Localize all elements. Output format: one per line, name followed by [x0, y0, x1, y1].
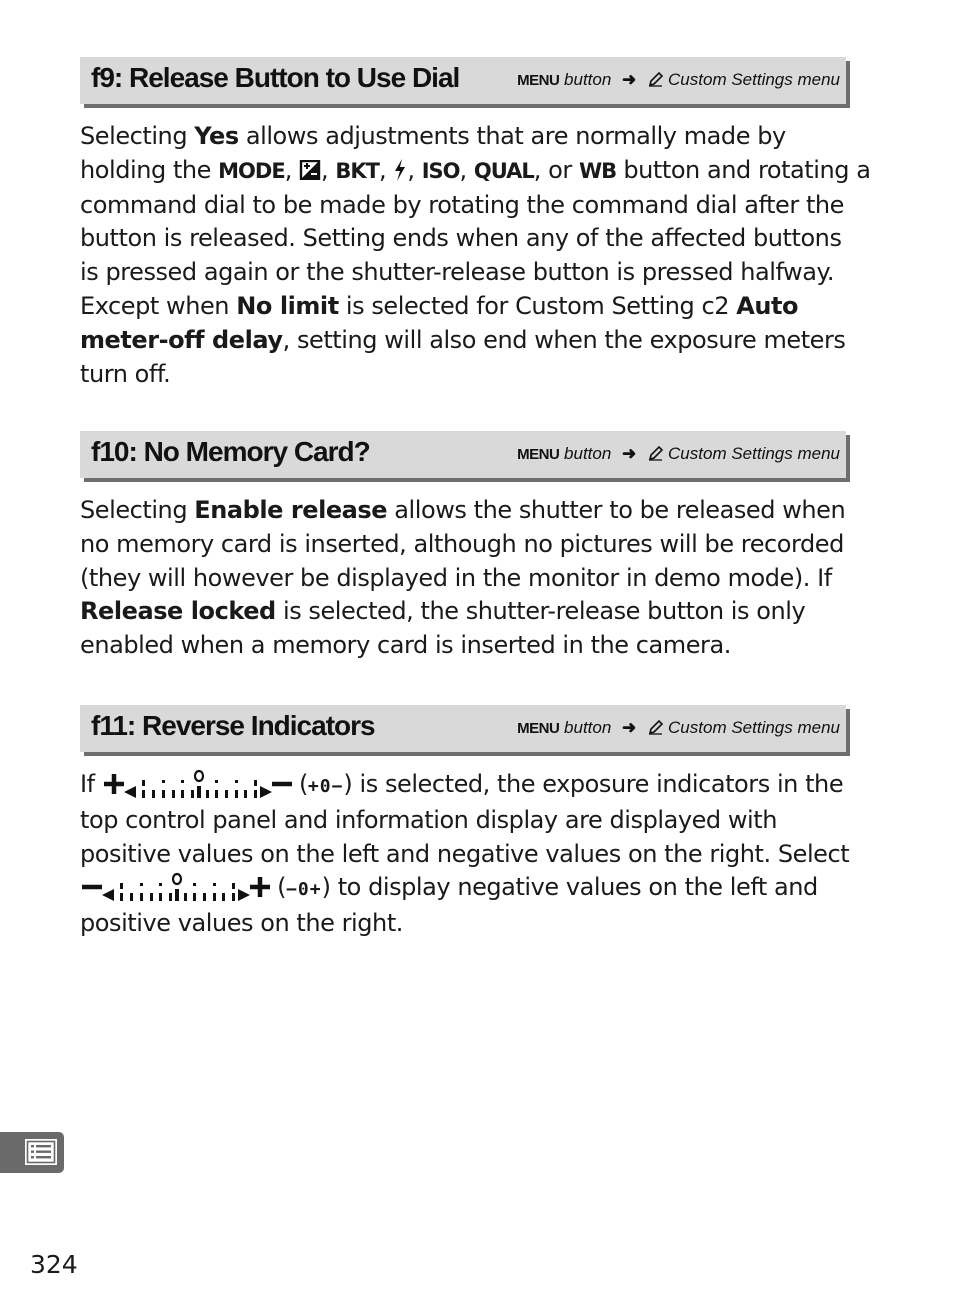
text-line: If (+0−) is selected, the exposure indicators in the [80, 770, 844, 798]
menu-list-icon [24, 1138, 58, 1166]
arrow-icon: ➜ [622, 444, 637, 463]
menu-key-label: MENU [517, 446, 560, 463]
section-title: f11: Reverse Indicators [91, 710, 375, 741]
minus-zero-plus-label: −0+ [286, 879, 322, 901]
pencil-icon [647, 444, 665, 462]
page-number: 324 [30, 1250, 78, 1279]
section-header-f11 [80, 705, 846, 752]
menu-key-label: MENU [517, 72, 560, 89]
text-line: turn off. [80, 359, 171, 388]
menu-destination: Custom Settings menu [668, 70, 840, 89]
text-line: positive values on the left and negative values on the right. Select [80, 839, 850, 868]
section-title: f9: Release Button to Use Dial [91, 62, 460, 93]
pencil-icon [647, 718, 665, 736]
menu-destination: Custom Settings menu [668, 718, 840, 737]
text-line: is pressed again or the shutter-release button is pressed halfway. [80, 258, 835, 287]
arrow-icon: ➜ [622, 718, 637, 737]
exposure-indicator-minus-left-icon [80, 871, 270, 901]
text-line: Selecting Enable release allows the shutter to be released when [80, 496, 846, 524]
custom-settings-tab[interactable] [0, 1132, 64, 1173]
text-line: meter-off delay, setting will also end when the exposure meters [80, 325, 846, 354]
button-word: button [564, 718, 612, 737]
button-word: button [564, 444, 612, 463]
menu-path [517, 70, 840, 90]
button-word: button [564, 70, 612, 89]
text-line: no memory card is inserted, although no pictures will be recorded [80, 529, 844, 558]
section-header-f9 [80, 57, 846, 104]
section-body-f9 [80, 120, 871, 391]
text-line: button is released. Setting ends when any of the affected buttons [80, 224, 842, 253]
bkt-button-label: BKT [335, 158, 380, 183]
menu-key-label: MENU [517, 720, 560, 737]
text-line: top control panel and information display are displayed with [80, 805, 777, 834]
text-line: command dial to be made by rotating the command dial after the [80, 190, 844, 219]
text-line: positive values on the right. [80, 909, 403, 938]
iso-button-label: ISO [421, 158, 460, 183]
exposure-compensation-icon [299, 160, 321, 180]
text-line: (−0+) to display negative values on the left and [80, 871, 850, 907]
section-title: f10: No Memory Card? [91, 436, 370, 467]
flash-icon [393, 159, 407, 181]
menu-path [517, 444, 840, 464]
text-line: (they will however be displayed in the monitor in demo mode). If [80, 563, 832, 592]
mode-button-label: MODE [218, 158, 285, 183]
section-body-f10 [80, 494, 850, 663]
qual-button-label: QUAL [473, 158, 534, 183]
text-line: Except when No limit is selected for Custom Setting c2 Auto [80, 291, 799, 320]
menu-destination: Custom Settings menu [668, 444, 840, 463]
section-header-f10 [80, 431, 846, 478]
text-line: enabled when a memory card is inserted in the camera. [80, 631, 731, 660]
arrow-icon: ➜ [622, 70, 637, 89]
section-body-f11 [80, 768, 850, 941]
plus-zero-minus-label: +0− [307, 776, 344, 797]
menu-path [517, 718, 840, 738]
text-line: Selecting Yes allows adjustments that are normally made by [80, 122, 786, 150]
text-line: Release locked is selected, the shutter-release button is only [80, 597, 806, 626]
pencil-icon [647, 70, 665, 88]
wb-button-label: WB [579, 158, 617, 183]
text-line: holding the MODE, , BKT, , ISO, QUAL, or WB button and rotating a [80, 155, 871, 184]
exposure-indicator-plus-left-icon [102, 768, 292, 798]
